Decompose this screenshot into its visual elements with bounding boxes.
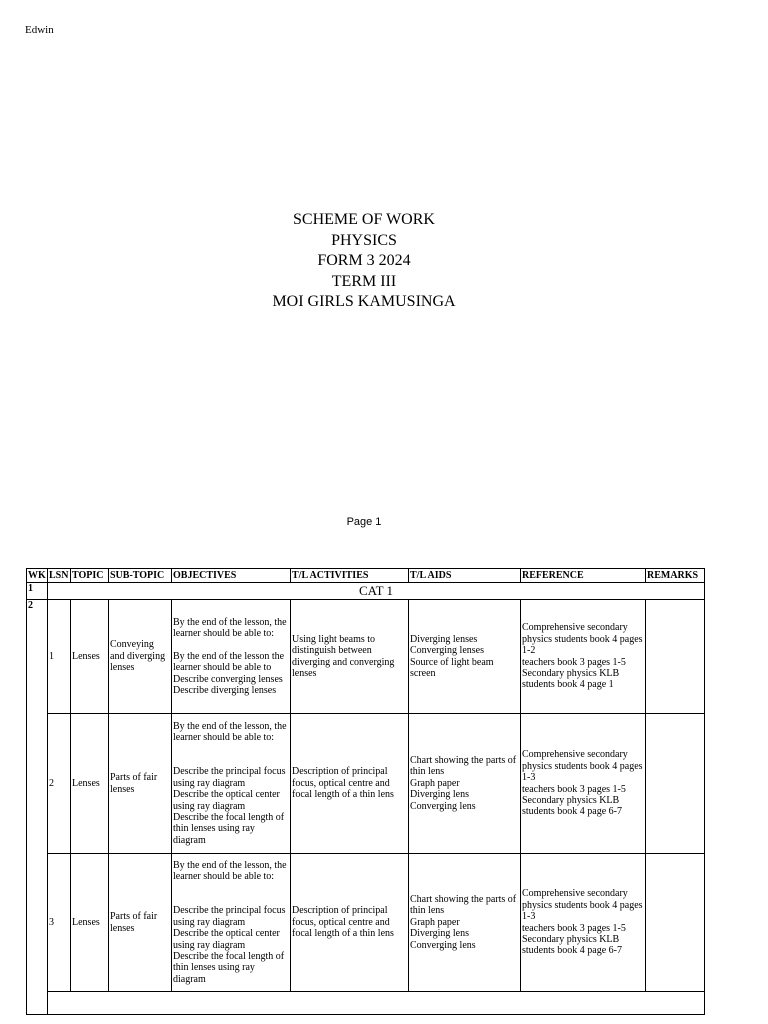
aid-line: Source of light beam screen	[410, 656, 494, 679]
reference-line: Secondary physics KLB students book 4 page 6-7	[522, 933, 622, 957]
objective-line: Describe the optical center using ray diagram	[173, 789, 280, 812]
table-row	[27, 714, 705, 854]
reference-line: teachers book 3 pages 1-5	[522, 922, 626, 934]
activity-line: Description of principal focus, optical centre and focal length of a thin lens	[292, 766, 394, 801]
header-objectives: OBJECTIVES	[172, 569, 291, 583]
header-activities: T/L ACTIVITIES	[291, 569, 409, 583]
header-subtopic: SUB-TOPIC	[109, 569, 172, 583]
aid-line: Chart showing the parts of thin lens	[410, 754, 517, 778]
objective-line: By the end of the lesson, the learner should be able to:	[173, 720, 287, 744]
subtopic-cell: Parts of fair lenses	[109, 714, 172, 854]
objectives-cell	[172, 854, 291, 992]
reference-line: Secondary physics KLB students book 4 page 6-7	[522, 794, 622, 818]
header-reference: REFERENCE	[521, 569, 646, 583]
cat-label: CAT 1	[48, 583, 705, 600]
reference-line: Secondary physics KLB students book 4 page 1	[522, 667, 620, 691]
lesson-number: 3	[48, 854, 71, 992]
aid-line: Diverging lens	[410, 928, 469, 940]
objective-line	[173, 755, 289, 766]
objective-line: Describe the focal length of thin lenses using ray diagram	[173, 812, 285, 846]
objective-line	[173, 639, 289, 650]
aids-cell	[409, 854, 521, 992]
header-row	[27, 569, 705, 583]
aid-line: Chart showing the parts of thin lens	[410, 893, 517, 917]
table-row	[27, 854, 705, 992]
aid-line: Converging lens	[410, 800, 476, 812]
activity-line: Description of principal focus, optical centre and focal length of a thin lens	[292, 905, 394, 940]
reference-line: teachers book 3 pages 1-5	[522, 783, 626, 795]
title-line: SCHEME OF WORK	[293, 211, 435, 228]
topic-cell: Lenses	[71, 854, 109, 992]
document-title	[0, 210, 728, 313]
aid-line: Diverging lens	[410, 789, 469, 801]
lesson-number: 2	[48, 714, 71, 854]
reference-cell	[521, 854, 646, 992]
objective-line	[173, 883, 289, 894]
objective-line: Describe the principal focus using ray diagram	[173, 905, 286, 928]
activities-cell	[291, 854, 409, 992]
objective-line	[173, 744, 289, 755]
week-number: 1	[27, 583, 48, 600]
header-topic: TOPIC	[71, 569, 109, 583]
remarks-cell	[646, 854, 705, 992]
reference-cell	[521, 600, 646, 714]
subtopic-cell: Parts of fair lenses	[109, 854, 172, 992]
header-aids: T/L AIDS	[409, 569, 521, 583]
title-line: PHYSICS	[331, 231, 397, 249]
scheme-of-work-table	[26, 568, 705, 1015]
table-row	[27, 600, 705, 714]
reference-line: Comprehensive secondary physics students book 4 pages 1-2	[522, 622, 643, 657]
reference-cell	[521, 714, 646, 854]
remarks-cell	[646, 600, 705, 714]
aid-line: Diverging lenses	[410, 633, 478, 645]
header-lsn: LSN	[48, 569, 71, 583]
header-wk: WK	[28, 569, 46, 581]
remarks-cell	[646, 714, 705, 854]
objective-line: By the end of the lesson, the learner should be able to:	[173, 859, 287, 883]
page-number: Page 1	[346, 516, 382, 528]
activity-line: Using light beams to distinguish between diverging and converging lenses	[292, 633, 395, 679]
reference-line: Comprehensive secondary physics students book 4 pages 1-3	[522, 749, 643, 784]
objective-line	[173, 894, 289, 905]
objectives-cell	[172, 714, 291, 854]
objective-line: Describe diverging lenses	[173, 685, 277, 697]
objective-line: Describe converging lenses	[173, 673, 283, 685]
reference-line: teachers book 3 pages 1-5	[522, 656, 626, 668]
activities-cell	[291, 600, 409, 714]
lesson-number: 1	[48, 600, 71, 714]
aids-cell	[409, 600, 521, 714]
aid-line: Graph paper	[410, 777, 460, 789]
author-name: Edwin	[25, 24, 54, 36]
objective-line: Describe the focal length of thin lenses using ray diagram	[173, 951, 285, 985]
header-remarks: REMARKS	[646, 569, 705, 583]
objective-line: Describe the optical center using ray diagram	[173, 928, 280, 951]
continuation-cell	[48, 992, 705, 1015]
objective-line: By the end of the lesson the learner should be able to	[173, 650, 285, 674]
table-row	[27, 992, 705, 1015]
reference-line: Comprehensive secondary physics students book 4 pages 1-3	[522, 888, 643, 923]
objective-line: By the end of the lesson, the learner should be able to:	[173, 616, 287, 639]
aids-cell	[409, 714, 521, 854]
table-row	[27, 583, 705, 600]
objective-line: Describe the principal focus using ray diagram	[173, 766, 286, 789]
objectives-cell	[172, 600, 291, 714]
aid-line: Converging lens	[410, 939, 476, 951]
title-line: MOI GIRLS KAMUSINGA	[272, 293, 456, 310]
topic-cell: Lenses	[71, 600, 109, 714]
activities-cell	[291, 714, 409, 854]
title-line: FORM 3 2024	[317, 252, 411, 269]
subtopic-cell: Conveying and diverging lenses	[109, 600, 172, 714]
aid-line: Converging lenses	[410, 645, 484, 657]
topic-cell: Lenses	[71, 714, 109, 854]
week-number: 2	[27, 600, 48, 1015]
aid-line: Graph paper	[410, 916, 460, 928]
title-line: TERM III	[331, 272, 397, 290]
